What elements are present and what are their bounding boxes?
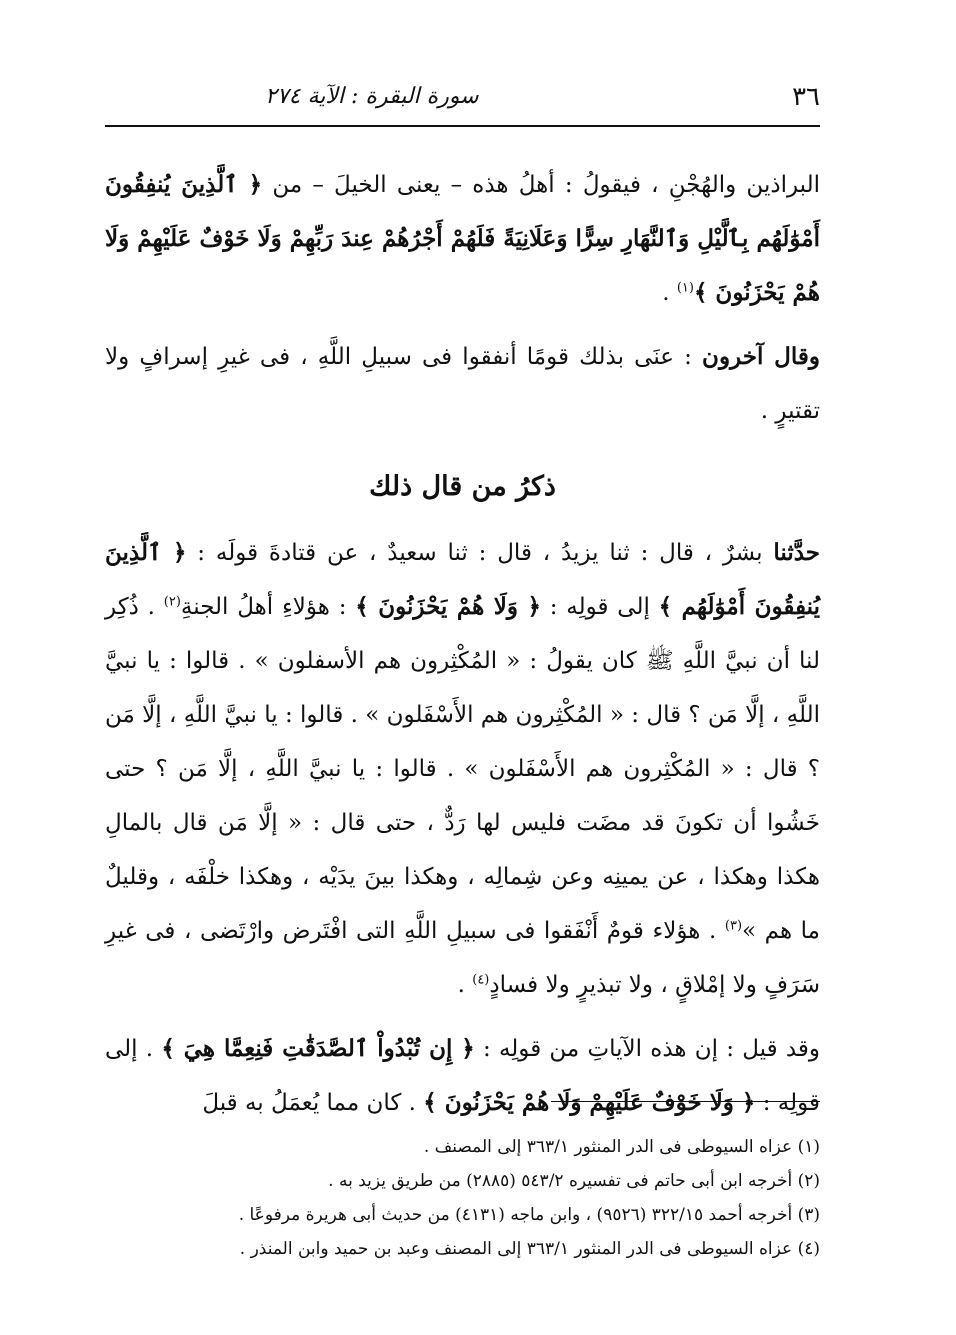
section-heading: ذكرُ من قال ذلك: [369, 471, 556, 502]
running-title: سورة البقرة : الآية ٢٧٤: [265, 84, 479, 109]
quran-verse: ﴿ وَلَا خَوْفٌ عَلَيْهِمْ وَلَا هُمْ يَحْزَنُونَ ﴾: [423, 1089, 756, 1116]
paragraph-text: بشرٌ ، قال : ثنا يزيدُ ، قال : ثنا سعيدٌ ، عن قتادةَ قولَه :: [186, 540, 774, 566]
footnote-marker: (٤): [472, 972, 490, 988]
paragraph-4: [105, 1022, 820, 1130]
footnote-marker: (٣): [724, 918, 743, 934]
paragraph-text: البراذين والهُجْنِ ، فيقولُ : أهلُ هذه – يعنى الخيلَ – من: [272, 172, 821, 198]
footnote-2: (٢) أخرجه ابن أبى حاتم فى تفسيره ٥٤٣/٢ (٢٨٨٥) من طريق يزيد به .: [328, 1171, 820, 1191]
paragraph-text: . هؤلاء قومٌ أَنْفَقوا فى سبيلِ اللَّهِ التى افْتَرض وارْتَضى ، فى غيرِ سَرَفٍ ولا إمْلاقٍ ، ولا تبذيرٍ ولا فسادٍ: [105, 918, 820, 998]
paragraph-text: .: [457, 972, 473, 998]
footnotes: [105, 1130, 820, 1266]
page-header: [105, 78, 820, 120]
paragraph-text: وقد قيل : إن هذه الآياتِ من قولِه :: [474, 1036, 820, 1062]
quran-verse: ﴿ ٱلَّذِينَ يُنفِقُونَ أَمْوَٰلَهُم ﴾: [105, 539, 820, 620]
footnote-marker: (٢): [163, 594, 181, 610]
quran-verse: ﴿ إِن تُبْدُواْ ٱلصَّدَقَٰتِ فَنِعِمَّا هِيَ ﴾: [161, 1035, 475, 1062]
paragraph-1: [105, 158, 820, 320]
quran-verse: ﴿ وَلَا هُمْ يَحْزَنُونَ ﴾: [355, 593, 541, 620]
footnote-3: (٣) أخرجه أحمد ٣٢٢/١٥ (٩٥٢٦) ، وابن ماجه (٤١٣١) من حديث أبى هريرة مرفوعًا .: [238, 1205, 820, 1225]
lead-word: حدَّثنا: [773, 539, 821, 566]
header-divider: [105, 125, 820, 127]
paragraph-2: [105, 330, 820, 438]
footnote-4: (٤) عزاه السيوطى فى الدر المنثور ٣٦٣/١ إلى المصنف وعبد بن حميد وابن المنذر .: [239, 1239, 820, 1259]
paragraph-text: .: [662, 280, 677, 306]
main-text: [105, 158, 820, 1130]
lead-word: وقال آخرون: [702, 343, 821, 370]
page-number: ٣٦: [792, 82, 820, 112]
paragraph-text: . كان مما يُعمَلُ به قبلَ: [202, 1090, 424, 1116]
paragraph-3: [105, 526, 820, 1012]
footnote-1: (١) عزاه السيوطى فى الدر المنثور ٣٦٣/١ إلى المصنف .: [423, 1137, 820, 1157]
paragraph-text: إلى قولِه :: [540, 594, 659, 620]
paragraph-text: . ذُكِر لنا أن نبيَّ اللَّهِ ﷺ كان يقولُ : « المُكْثِرون هم الأسفلون » . قالوا : يا نبيَّ اللَّهِ ، إلَّا مَن ؟ قال : « المُكْثِرون هم الأَسْفَلون » . قالوا : يا نبيَّ اللَّهِ ، إلَّا مَن ؟ قال : « المُكْثِرون هم الأَسْفَلون » . قالوا : يا نبيَّ اللَّهِ ، إلَّا مَن ؟ حتى خَشُوا أن تكونَ قد مضَت فليس لها رَدٌّ ، حتى قال : « إلَّا مَن قال بالمالِ هكذا وهكذا ، عن يمينِه وعن شِمالِه ، وهكذا بينَ يدَيْه ، وهكذا خلْفَه ، وقليلٌ ما هم »: [105, 594, 820, 944]
footnote-marker: (١): [676, 280, 694, 296]
quran-verse: ﴿ ٱلَّذِينَ يُنفِقُونَ أَمْوَٰلَهُم بِٱلَّيْلِ وَٱلنَّهَارِ سِرًّا وَعَلَانِيَةً فَلَهُمْ أَجْرُهُمْ عِندَ رَبِّهِمْ وَلَا خَوْفٌ عَلَيْهِمْ وَلَا هُمْ يَحْزَنُونَ ﴾: [105, 171, 820, 306]
paragraph-text: : عنَى بذلك قومًا أنفقوا فى سبيلِ اللَّهِ ، فى غيرِ إسرافٍ ولا تقتيرٍ .: [105, 344, 820, 424]
paragraph-text: : هؤلاءِ أهلُ الجنةِ: [180, 594, 356, 620]
footnote-divider: [551, 1101, 820, 1102]
paragraph-text: . إلى قولِه :: [105, 1036, 820, 1116]
